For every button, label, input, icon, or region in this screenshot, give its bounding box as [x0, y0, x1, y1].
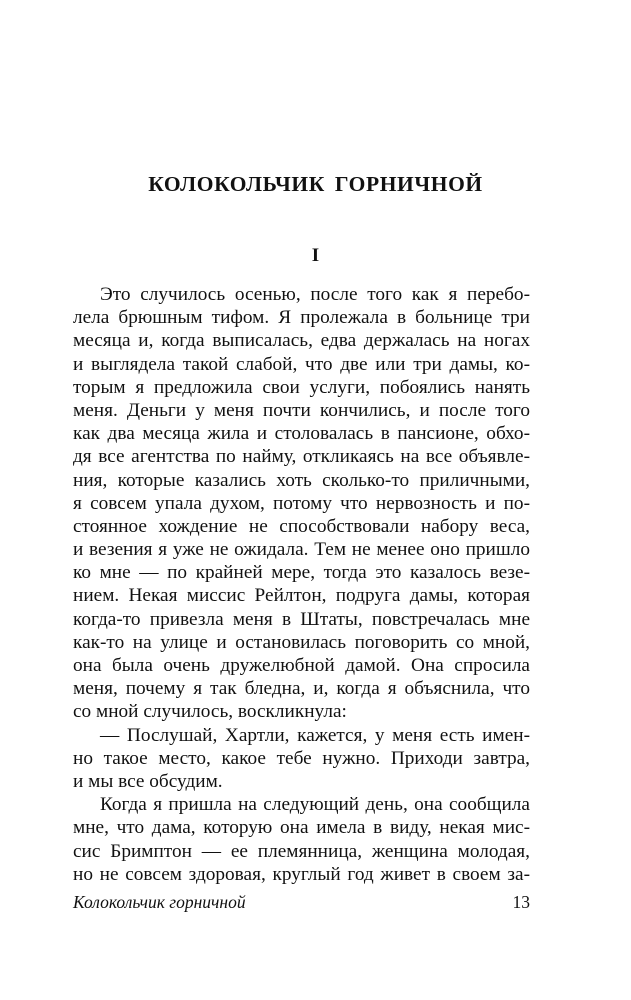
text-line: но такое место, какое тебе нужно. Приходи завтра, [73, 747, 530, 769]
chapter-title: КОЛОКОЛЬЧИК ГОРНИЧНОЙ [148, 172, 483, 196]
text-line: и мы все обсудим. [73, 770, 223, 792]
text-line: дя все агентства по найму, откликаясь на все объявле- [73, 446, 530, 468]
page-number: 13 [512, 892, 530, 912]
text-line: сис Бримптон — ее племянница, женщина молодая, [73, 840, 530, 862]
text-line: мне, что дама, которую она имела в виду, некая мис- [73, 817, 530, 839]
text-line: ко мне — по крайней мере, тогда это казалось везе- [73, 562, 530, 584]
text-line: лела брюшным тифом. Я пролежала в больнице три [73, 307, 530, 329]
text-line: но не совсем здоровая, круглый год живет в своем за- [73, 863, 530, 885]
text-line: я совсем упала духом, потому что нервозность и по- [73, 492, 530, 514]
text-line: торым я предложила свои услуги, побоялись нанять [73, 376, 530, 398]
running-footer-title: Колокольчик горничной [73, 892, 246, 912]
text-line: когда-то привезла меня в Штаты, повстречалась мне [73, 608, 530, 630]
text-line: меня, почему я так бледна, и, когда я объяснила, что [73, 678, 530, 700]
page-footer [73, 892, 530, 916]
text-line: Когда я пришла на следующий день, она сообщила [100, 794, 530, 816]
text-line: стоянное хождение не способствовали набору веса, [73, 515, 530, 537]
text-line: Это случилось осенью, после того как я перебо- [100, 284, 530, 305]
text-line: как-то на улице и остановилась поговорить со мной, [73, 631, 530, 653]
text-line: как два месяца жила и столовалась в пансионе, обхо- [73, 423, 530, 445]
text-line: нием. Некая миссис Рейлтон, подруга дамы, которая [73, 585, 530, 607]
text-line: месяца и, когда выписалась, едва держалась на ногах [73, 330, 530, 352]
text-line: и выглядела такой слабой, что две или три дамы, ко- [73, 353, 530, 375]
chapter-number: I [311, 245, 320, 266]
text-line: и везения я уже не ожидала. Тем не менее оно пришло [73, 539, 530, 561]
text-line: — Послушай, Хартли, кажется, у меня есть имен- [100, 724, 530, 746]
text-line: ния, которые казались хоть сколько-то приличными, [73, 469, 530, 491]
text-line: она была очень дружелюбной дамой. Она спросила [73, 655, 530, 676]
text-line: меня. Деньги у меня почти кончились, и после того [73, 399, 530, 421]
body-text [73, 283, 530, 886]
text-line: со мной случилось, воскликнула: [73, 701, 347, 723]
